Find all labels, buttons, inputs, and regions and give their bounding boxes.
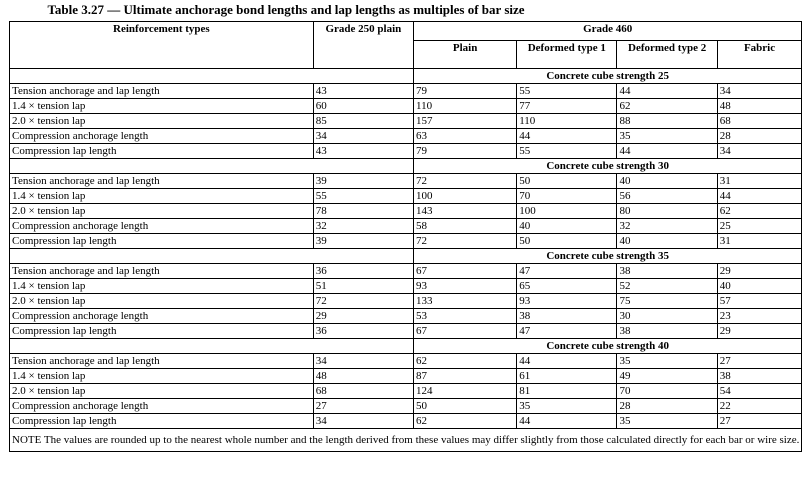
table-row [10, 189, 802, 204]
row-value: 34 [313, 354, 413, 369]
row-value: 28 [717, 129, 802, 144]
row-value: 35 [617, 354, 717, 369]
row-value: 31 [717, 234, 802, 249]
row-value: 40 [517, 219, 617, 234]
row-value: 44 [617, 144, 717, 159]
section-header-blank [10, 69, 414, 84]
section-label: Concrete cube strength 30 [414, 159, 802, 174]
section-header-blank [10, 159, 414, 174]
row-value: 68 [313, 384, 413, 399]
anchorage-table [9, 21, 802, 452]
row-value: 54 [717, 384, 802, 399]
table-row [10, 114, 802, 129]
row-value: 27 [313, 399, 413, 414]
section-label: Concrete cube strength 35 [414, 249, 802, 264]
table-row [10, 84, 802, 99]
table-row [10, 309, 802, 324]
row-value: 50 [517, 174, 617, 189]
row-type: Tension anchorage and lap length [10, 84, 314, 99]
row-value: 22 [717, 399, 802, 414]
row-type: Compression anchorage length [10, 309, 314, 324]
row-value: 70 [517, 189, 617, 204]
row-value: 29 [717, 324, 802, 339]
row-type: Tension anchorage and lap length [10, 264, 314, 279]
row-value: 44 [517, 414, 617, 429]
header-plain: Plain [414, 41, 517, 69]
table-body [10, 69, 802, 429]
table-row [10, 174, 802, 189]
section-header-row [10, 159, 802, 174]
row-type: Compression lap length [10, 144, 314, 159]
table-row [10, 264, 802, 279]
row-value: 85 [313, 114, 413, 129]
row-value: 70 [617, 384, 717, 399]
row-type: 1.4 × tension lap [10, 189, 314, 204]
row-value: 67 [414, 264, 517, 279]
row-value: 52 [617, 279, 717, 294]
table-note: NOTE The values are rounded up to the nearest whole number and the length derived from these values may differ slightly from those calculated directly for each bar or wire size. [10, 429, 802, 452]
row-value: 55 [517, 84, 617, 99]
table-row [10, 294, 802, 309]
row-value: 35 [517, 399, 617, 414]
row-value: 57 [717, 294, 802, 309]
row-value: 38 [517, 309, 617, 324]
row-value: 62 [414, 354, 517, 369]
row-value: 47 [517, 324, 617, 339]
row-value: 72 [313, 294, 413, 309]
row-value: 157 [414, 114, 517, 129]
row-value: 34 [313, 414, 413, 429]
header-grade460: Grade 460 [414, 22, 802, 41]
row-value: 36 [313, 324, 413, 339]
row-type: 1.4 × tension lap [10, 99, 314, 114]
row-value: 44 [617, 84, 717, 99]
header-deformed2: Deformed type 2 [617, 41, 717, 69]
row-value: 67 [414, 324, 517, 339]
row-value: 35 [617, 414, 717, 429]
row-value: 27 [717, 414, 802, 429]
row-value: 55 [517, 144, 617, 159]
row-value: 28 [617, 399, 717, 414]
row-value: 36 [313, 264, 413, 279]
row-value: 110 [414, 99, 517, 114]
row-value: 29 [717, 264, 802, 279]
row-type: Compression anchorage length [10, 219, 314, 234]
row-value: 58 [414, 219, 517, 234]
row-value: 68 [717, 114, 802, 129]
row-value: 32 [313, 219, 413, 234]
row-type: 2.0 × tension lap [10, 114, 314, 129]
row-value: 72 [414, 174, 517, 189]
row-type: Compression lap length [10, 324, 314, 339]
row-value: 62 [617, 99, 717, 114]
row-value: 110 [517, 114, 617, 129]
row-value: 100 [517, 204, 617, 219]
row-value: 62 [414, 414, 517, 429]
row-value: 56 [617, 189, 717, 204]
row-value: 65 [517, 279, 617, 294]
table-row [10, 204, 802, 219]
row-value: 25 [717, 219, 802, 234]
row-value: 77 [517, 99, 617, 114]
row-value: 23 [717, 309, 802, 324]
row-value: 44 [717, 189, 802, 204]
row-value: 80 [617, 204, 717, 219]
row-value: 50 [517, 234, 617, 249]
row-value: 48 [717, 99, 802, 114]
header-grade250 [313, 22, 413, 69]
row-type: 2.0 × tension lap [10, 384, 314, 399]
row-type: Tension anchorage and lap length [10, 354, 314, 369]
row-value: 44 [517, 129, 617, 144]
row-value: 61 [517, 369, 617, 384]
table-row [10, 384, 802, 399]
row-value: 34 [717, 144, 802, 159]
row-value: 48 [313, 369, 413, 384]
row-type: Compression anchorage length [10, 399, 314, 414]
row-value: 38 [717, 369, 802, 384]
row-value: 87 [414, 369, 517, 384]
table-row [10, 99, 802, 114]
row-type: Compression lap length [10, 414, 314, 429]
section-header-blank [10, 339, 414, 354]
row-value: 75 [617, 294, 717, 309]
row-value: 43 [313, 144, 413, 159]
row-value: 35 [617, 129, 717, 144]
row-value: 39 [313, 174, 413, 189]
row-value: 63 [414, 129, 517, 144]
header-fabric: Fabric [717, 41, 802, 69]
header-deformed1: Deformed type 1 [517, 41, 617, 69]
section-header-blank [10, 249, 414, 264]
row-value: 29 [313, 309, 413, 324]
header-reinforcement-types: Reinforcement types [10, 22, 314, 69]
table-row [10, 219, 802, 234]
row-value: 72 [414, 234, 517, 249]
row-value: 32 [617, 219, 717, 234]
row-value: 143 [414, 204, 517, 219]
table-row [10, 399, 802, 414]
row-value: 79 [414, 144, 517, 159]
table-row [10, 354, 802, 369]
row-type: 2.0 × tension lap [10, 294, 314, 309]
row-value: 38 [617, 324, 717, 339]
row-value: 40 [717, 279, 802, 294]
table-row [10, 369, 802, 384]
table-row [10, 414, 802, 429]
table-row [10, 129, 802, 144]
table-row [10, 234, 802, 249]
row-value: 88 [617, 114, 717, 129]
row-type: 1.4 × tension lap [10, 279, 314, 294]
row-value: 34 [717, 84, 802, 99]
row-value: 124 [414, 384, 517, 399]
row-value: 44 [517, 354, 617, 369]
table-row [10, 279, 802, 294]
section-label: Concrete cube strength 25 [414, 69, 802, 84]
row-value: 40 [617, 174, 717, 189]
row-value: 79 [414, 84, 517, 99]
row-value: 34 [313, 129, 413, 144]
header-grade250-label: Grade 250 plain [325, 23, 402, 35]
row-value: 55 [313, 189, 413, 204]
row-value: 43 [313, 84, 413, 99]
row-value: 49 [617, 369, 717, 384]
row-value: 60 [313, 99, 413, 114]
row-value: 47 [517, 264, 617, 279]
row-value: 31 [717, 174, 802, 189]
row-value: 27 [717, 354, 802, 369]
row-value: 40 [617, 234, 717, 249]
row-value: 78 [313, 204, 413, 219]
row-value: 30 [617, 309, 717, 324]
row-value: 39 [313, 234, 413, 249]
table-title: Table 3.27 — Ultimate anchorage bond lengths and lap lengths as multiples of bar size [47, 2, 525, 17]
row-type: 2.0 × tension lap [10, 204, 314, 219]
row-type: 1.4 × tension lap [10, 369, 314, 384]
section-header-row [10, 339, 802, 354]
table-row [10, 324, 802, 339]
section-label: Concrete cube strength 40 [414, 339, 802, 354]
row-value: 93 [414, 279, 517, 294]
section-header-row [10, 69, 802, 84]
row-value: 81 [517, 384, 617, 399]
row-type: Tension anchorage and lap length [10, 174, 314, 189]
row-value: 93 [517, 294, 617, 309]
row-value: 62 [717, 204, 802, 219]
row-value: 50 [414, 399, 517, 414]
row-value: 133 [414, 294, 517, 309]
row-value: 51 [313, 279, 413, 294]
row-type: Compression anchorage length [10, 129, 314, 144]
row-value: 100 [414, 189, 517, 204]
table-row [10, 144, 802, 159]
row-type: Compression lap length [10, 234, 314, 249]
row-value: 53 [414, 309, 517, 324]
section-header-row [10, 249, 802, 264]
row-value: 38 [617, 264, 717, 279]
